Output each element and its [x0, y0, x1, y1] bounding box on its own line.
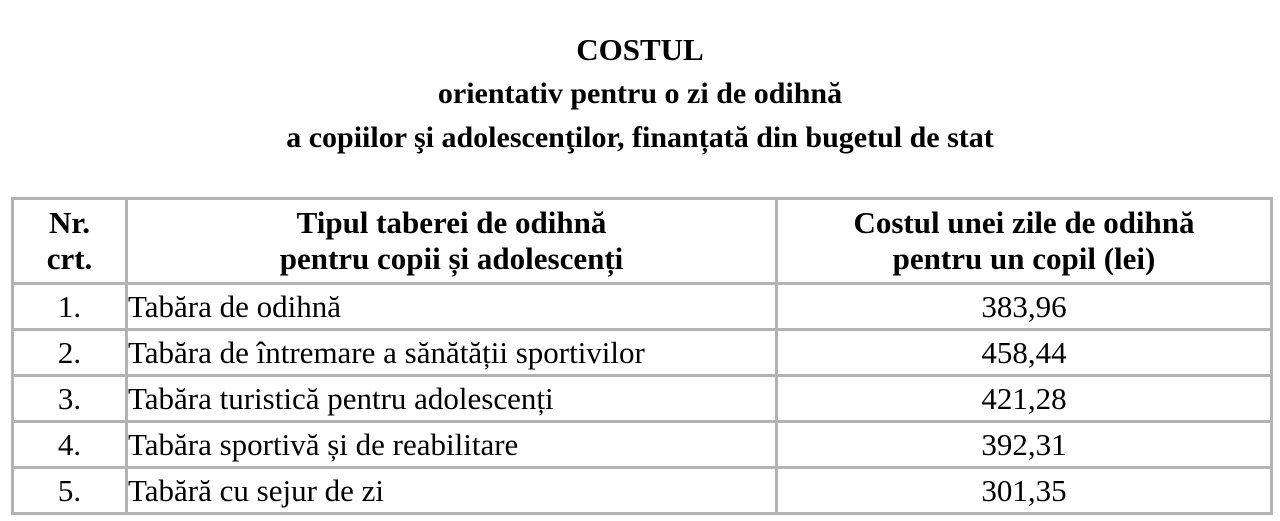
document-heading — [0, 28, 1280, 160]
row-camp-type: Tabăra turistică pentru adolescenți — [127, 376, 777, 422]
row-camp-type: Tabăra de întremare a sănătății sportivilor — [127, 330, 777, 376]
row-number: 5. — [13, 468, 127, 514]
row-camp-type: Tabăra sportivă și de reabilitare — [127, 422, 777, 468]
table-row — [13, 422, 1272, 468]
header-daily-cost — [777, 199, 1272, 284]
document-title: COSTUL — [576, 32, 704, 67]
table-row — [13, 330, 1272, 376]
header-nr-line1: Nr. — [48, 205, 91, 240]
row-daily-cost: 383,96 — [777, 284, 1272, 330]
table-header-row — [13, 199, 1272, 284]
row-camp-type: Tabăra de odihnă — [127, 284, 777, 330]
row-number: 1. — [13, 284, 127, 330]
table-row — [13, 468, 1272, 514]
row-daily-cost: 392,31 — [777, 422, 1272, 468]
header-type-line1: Tipul taberei de odihnă — [296, 205, 607, 240]
header-cost-line2: pentru un copil (lei) — [892, 241, 1156, 276]
header-nr-crt — [13, 199, 127, 284]
header-cost-line1: Costul unei zile de odihnă — [853, 205, 1195, 240]
document-subtitle-line2: a copiilor şi adolescenţilor, finanțată din bugetul de stat — [286, 121, 994, 154]
header-camp-type — [127, 199, 777, 284]
header-type-line2: pentru copii și adolescenți — [279, 241, 624, 276]
header-nr-line2: crt. — [46, 241, 93, 276]
row-daily-cost: 301,35 — [777, 468, 1272, 514]
row-number: 3. — [13, 376, 127, 422]
cost-table — [11, 197, 1273, 515]
table-row — [13, 284, 1272, 330]
row-camp-type: Tabără cu sejur de zi — [127, 468, 777, 514]
row-daily-cost: 458,44 — [777, 330, 1272, 376]
row-number: 4. — [13, 422, 127, 468]
document-subtitle-line1: orientativ pentru o zi de odihnă — [437, 77, 843, 110]
table-row — [13, 376, 1272, 422]
row-daily-cost: 421,28 — [777, 376, 1272, 422]
row-number: 2. — [13, 330, 127, 376]
